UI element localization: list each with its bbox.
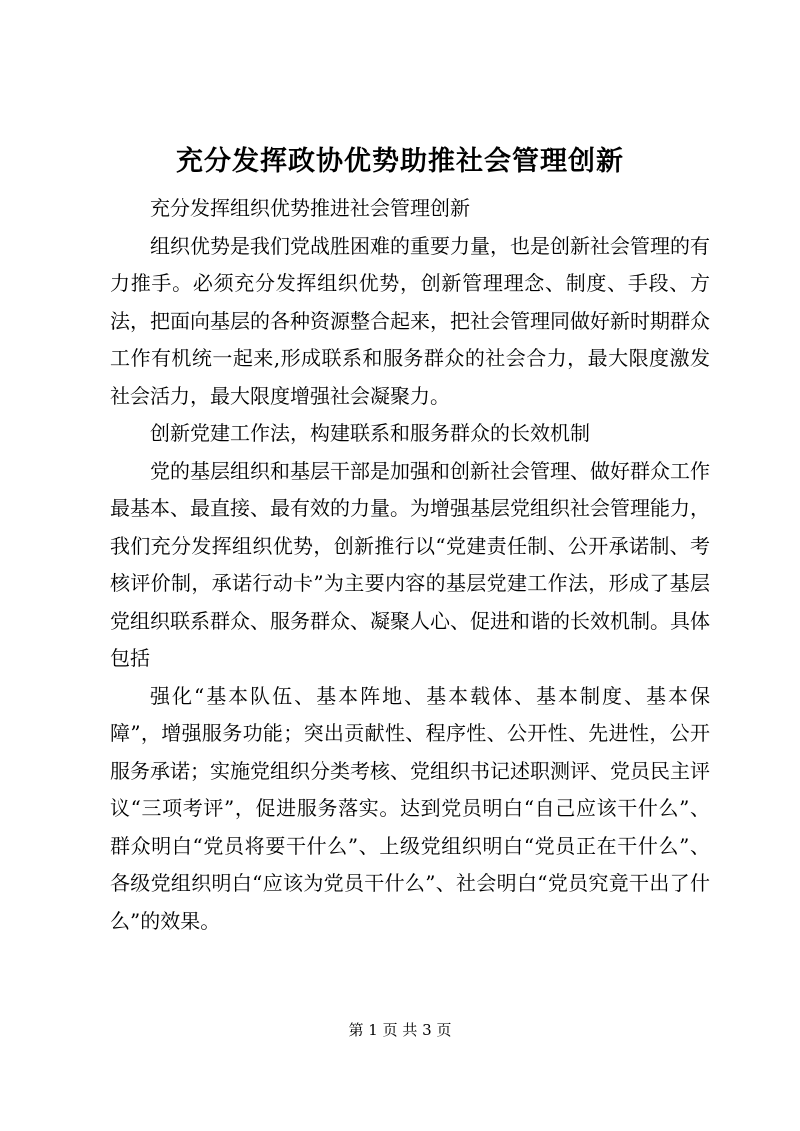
body-paragraph: 强化“基本队伍、基本阵地、基本载体、基本制度、基本保障”，增强服务功能；突出贡献性、程序性、公开性、先进性，公开服务承诺；实施党组织分类考核、党组织书记述职测评、党员民主评议“三项考评”，促进服务落实。达到党员明白“自己应该干什么”、群众明白“党员将要干什么”、上级党组织明白“党员正在干什么”、各级党组织明白“应该为党员干什么”、社会明白“党员究竟干出了什么”的效果。: [110, 683, 710, 933]
body-paragraph: 党的基层组织和基层干部是加强和创新社会管理、做好群众工作最基本、最直接、最有效的力量。为增强基层党组织社会管理能力，我们充分发挥组织优势，创新推行以“党建责任制、公开承诺制、考核评价制，承诺行动卡”为主要内容的基层党建工作法，形成了基层党组织联系群众、服务群众、凝聚人心、促进和谐的长效机制。具体包括: [110, 458, 710, 670]
section-heading: 充分发挥组织优势推进社会管理创新: [150, 196, 470, 220]
section-heading: 创新党建工作法，构建联系和服务群众的长效机制: [150, 421, 590, 445]
page-number-footer: 第 1 页 共 3 页: [348, 1021, 452, 1039]
document-body: [110, 190, 710, 940]
body-paragraph: 组织优势是我们党战胜困难的重要力量，也是创新社会管理的有力推手。必须充分发挥组织优势，创新管理理念、制度、手段、方法，把面向基层的各种资源整合起来，把社会管理同做好新时期群众工作有机统一起来,形成联系和服务群众的社会合力，最大限度激发社会活力，最大限度增强社会凝聚力。: [110, 233, 710, 408]
document-title: 充分发挥政协优势助推社会管理创新: [176, 146, 624, 177]
